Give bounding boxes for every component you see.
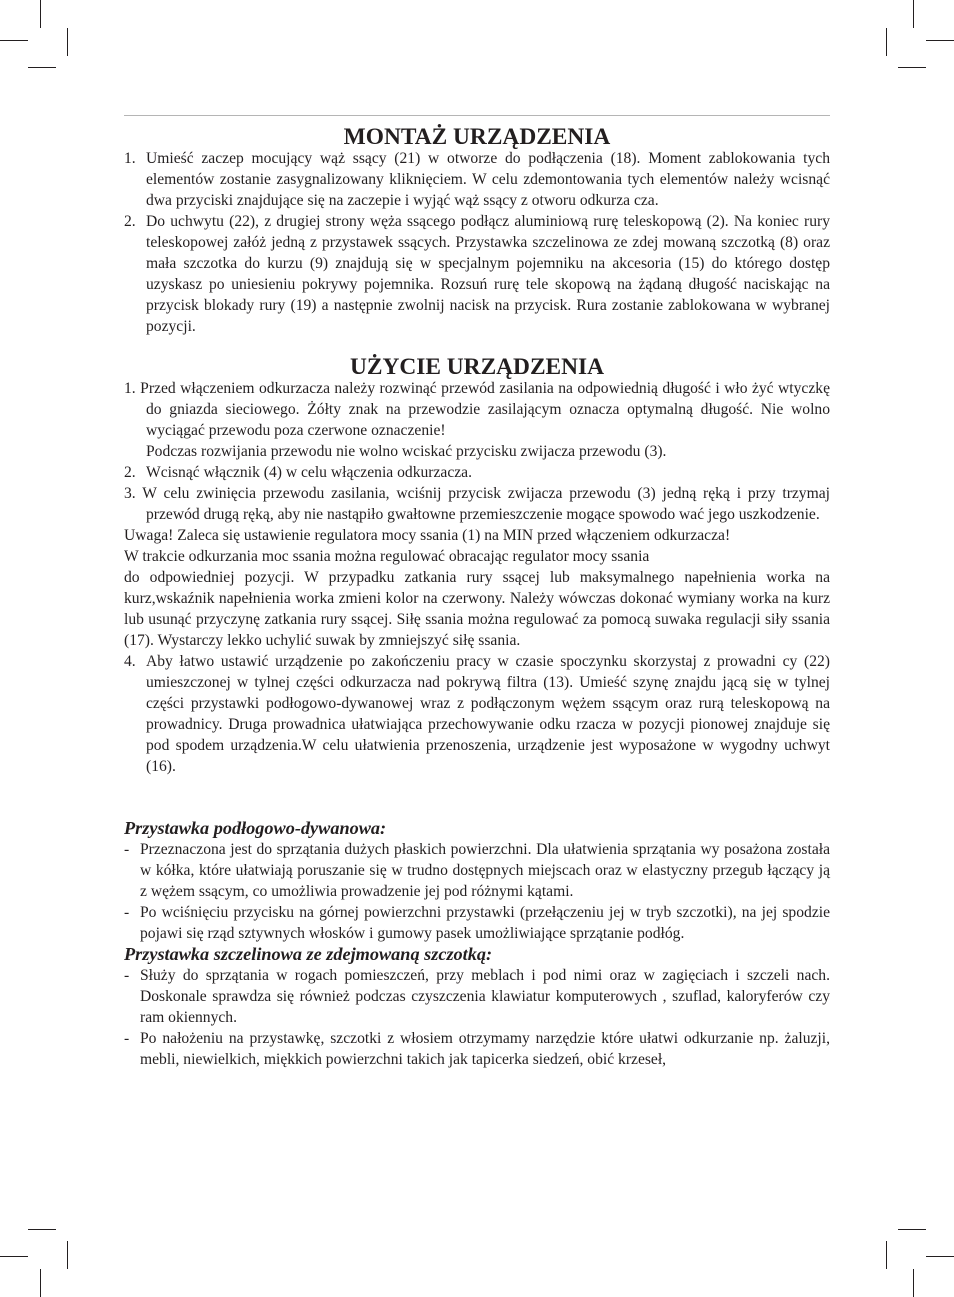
crop-mark <box>926 40 954 41</box>
bullet-dash: - <box>124 1030 130 1047</box>
floor-nozzle-list <box>124 839 830 944</box>
list-item <box>124 211 830 337</box>
item-number: 1. <box>124 150 136 167</box>
item-text: Wcisnąć włącznik (4) w celu włączenia odkurzacza. <box>146 464 472 481</box>
item-text: Do uchwytu (22), z drugiej strony węża ssącego podłącz aluminiową rurę teleskopową (2). Na koniec rury teleskopowej załóż jedną z przystawek ssących. Przystawka szczelinowa ze zdej mowaną szczotką (8) oraz mała szczotka do kurzu (9) znajdują się w specjalnym pojemniku na akcesoria (15) do którego dostęp uzyskasz po uniesieniu pokrywy pojemnika. Rozsuń rurę tele skopową na żądaną długość naciskając na przycisk blokady rury (19) a następnie zwolnij nacisk na przycisk. Rura zostanie zablokowana w wybranej pozycji. <box>146 213 830 335</box>
crop-mark <box>898 1229 926 1230</box>
paragraph: do odpowiedniej pozycji. W przypadku zatkania rury ssącej lub maksymalnego napełnienia worka na kurz,wskaźnik napełnienia worka zmieni kolor na czerwony. Należy wówczas dokonać wymiany worka na kurz lub usunąć przyczynę zatkania rury ssącej. Siłę ssania można regulować za pomocą suwaka regulacji siły ssania (17). Wystarczy lekko uchylić suwak by zmniejszyć siłę ssania. <box>124 569 830 649</box>
crop-mark <box>40 0 41 28</box>
warning-note: Uwaga! Zaleca się ustawienie regulatora mocy ssania (1) na MIN przed włączeniem odkurzacza! <box>124 527 731 544</box>
document-body <box>124 124 830 1070</box>
item-text: Przeznaczona jest do sprzątania dużych płaskich powierzchni. Dla ułatwienia sprzątania wy posażona została w kółka, które ułatwiają poruszanie się w trudno dostępnych miejscach oraz w elastyczny przegub łączący ją z wężem ssącym, co umożliwia prowadzenie jej pod różnymi kątami. <box>140 841 830 900</box>
crop-mark <box>886 28 887 56</box>
list-item <box>124 462 830 483</box>
item-text: Służy do sprzątania w rogach pomieszczeń, przy meblach i pod nimi oraz w zagięciach i szczeli nach. Doskonale sprawdza się również podczas czyszczenia klawiatur komputerowych , szuflad, kaloryferów czy ram okiennych. <box>140 967 830 1026</box>
item-number: 2. <box>124 213 136 230</box>
list-item <box>124 483 830 525</box>
crop-mark <box>0 1256 28 1257</box>
crop-mark <box>913 0 914 28</box>
paragraph: W trakcie odkurzania moc ssania można regulować obracając regulator mocy ssania <box>124 548 650 565</box>
crop-mark <box>28 67 56 68</box>
crop-mark <box>913 1269 914 1297</box>
item-note: Podczas rozwijania przewodu nie wolno wciskać przycisku zwijacza przewodu (3). <box>146 443 667 460</box>
crop-mark <box>28 1229 56 1230</box>
subsection-title-floor-nozzle: Przystawka podłogowo-dywanowa: <box>124 818 387 838</box>
list-item <box>124 965 830 1028</box>
crop-mark <box>898 67 926 68</box>
section-title-usage: UŻYCIE URZĄDZENIA <box>349 354 605 380</box>
assembly-list <box>124 148 830 337</box>
item-text: Po wciśnięciu przycisku na górnej powierzchni przystawki (przełączeniu jej w tryb szczotki), na jej spodzie pojawi się rząd sztywnych włosków i gumowy pasek umożliwiające sprzątanie podłóg. <box>140 904 830 942</box>
item-text: Umieść zaczep mocujący wąż ssący (21) w otworze do podłączenia (18). Moment zablokowania tych elementów zostanie zasygnalizowany kliknięciem. W celu zdemontowania tych elementów należy wcisnąć dwa przyciski znajdujące się na zaczepie i wyjąć wąż ssący z otworu odkurza cza. <box>146 150 830 209</box>
crop-mark <box>886 1241 887 1269</box>
item-text: Po nałożeniu na przystawkę, szczotki z włosiem otrzymamy narzędzie które ułatwi odkurzanie np. żaluzji, mebli, niewielkich, miękkich powierzchni takich jak tapicerka siedzeń, obić krzeseł, <box>140 1030 830 1068</box>
item-number: 2. <box>124 464 136 481</box>
list-item <box>124 839 830 902</box>
usage-list <box>124 378 830 777</box>
item-text: Przed włączeniem odkurzacza należy rozwinąć przewód zasilania na odpowiednią długość i wło żyć wtyczkę do gniazda sieciowego. Żółty znak na przewodzie zasilającym oznacza optymalną długość. Nie wolno wyciągać przewodu poza czerwone oznaczenie! <box>140 380 830 439</box>
header-rule <box>124 115 830 116</box>
crop-mark <box>67 1241 68 1269</box>
list-item <box>124 1028 830 1070</box>
bullet-dash: - <box>124 904 130 921</box>
bullet-dash: - <box>124 841 130 858</box>
crop-mark <box>0 40 28 41</box>
crop-mark <box>926 1256 954 1257</box>
item-number: 1. <box>124 380 136 397</box>
crop-mark <box>67 28 68 56</box>
subsection-title-crevice-nozzle: Przystawka szczelinowa ze zdejmowaną szczotką: <box>124 944 493 964</box>
section-title-assembly: MONTAŻ URZĄDZENIA <box>343 124 611 150</box>
bullet-dash: - <box>124 967 130 984</box>
item-text: W celu zwinięcia przewodu zasilania, wciśnij przycisk zwijacza przewodu (3) jedną ręką i przy trzymaj przewód drugą ręką, aby nie nastąpiło gwałtowne przemieszczenie mogące spowodo wać jego uszkodzenie. <box>142 485 830 523</box>
crevice-nozzle-list <box>124 965 830 1070</box>
list-item <box>124 651 830 777</box>
crop-mark <box>40 1269 41 1297</box>
list-item <box>124 378 830 441</box>
list-item <box>124 148 830 211</box>
list-item <box>124 902 830 944</box>
item-text: Aby łatwo ustawić urządzenie po zakończeniu pracy w czasie spoczynku skorzystaj z prowadni cy (22) umieszczonej w tylnej części odkurzacza nad pokrywą filtra (13). Umieść szynę znajdu jącą się w tylnej części przystawki podłogowo-dywanowej wraz z podłączonym wężem ssącym oraz rurą teleskopową na prowadnicy. Druga prowadnica ułatwiająca przechowywanie odku rzacza w pozycji pionowej znajduje się pod spodem urządzenia.W celu ułatwienia przenoszenia, urządzenie jest wyposażone w wygodny uchwyt (16). <box>146 653 830 775</box>
item-number: 4. <box>124 653 136 670</box>
item-number: 3. <box>124 485 136 502</box>
